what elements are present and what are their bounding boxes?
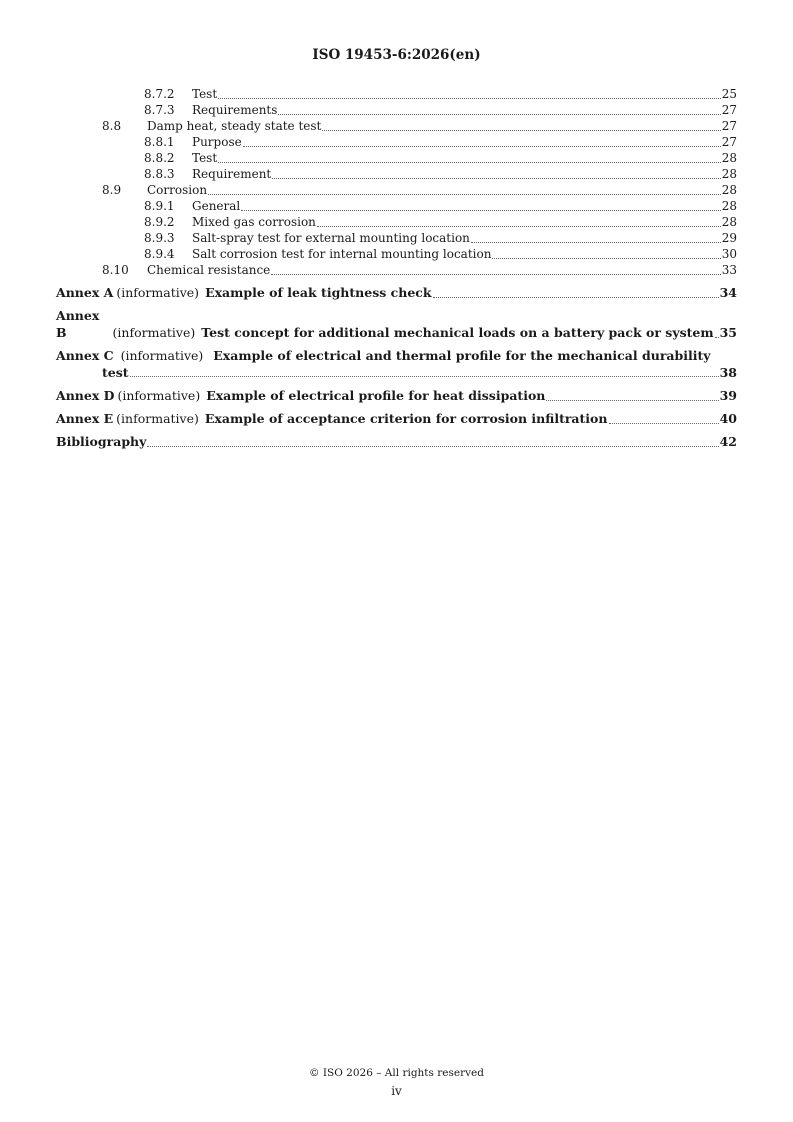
annex-type: (informative) <box>116 285 200 300</box>
bibliography-title: Bibliography <box>56 434 147 449</box>
annex-label: Annex A <box>56 285 114 300</box>
toc-entry-page: 28 <box>721 151 737 165</box>
toc-entry-8-8-2[interactable] <box>56 150 737 166</box>
annex-title: Example of electrical profile for heat dissipation <box>206 388 546 403</box>
leader-dots <box>271 274 720 275</box>
toc-entry-number: 8.8.1 <box>144 135 175 149</box>
copyright-notice: © ISO 2026 – All rights reserved <box>309 1067 484 1079</box>
annex-type: (informative) <box>112 325 196 340</box>
toc-entry-page: 28 <box>721 183 737 197</box>
toc-entry-8-10[interactable] <box>56 262 737 278</box>
toc-entry-number: 8.7.2 <box>144 87 175 101</box>
toc-entry-title: Test <box>192 151 218 165</box>
toc-entry-8-8-3[interactable] <box>56 166 737 182</box>
toc-entry-page: 28 <box>721 199 737 213</box>
toc-entry-title: General <box>192 199 241 213</box>
leader-dots <box>208 194 721 195</box>
leader-dots <box>218 162 721 163</box>
annex-page: 35 <box>719 325 737 340</box>
annex-title: Test concept for additional mechanical loads on a battery pack or system <box>201 325 714 340</box>
toc-entry-page: 28 <box>721 215 737 229</box>
toc-annex-e[interactable] <box>56 410 737 427</box>
toc-entry-title: Test <box>192 87 218 101</box>
toc-annex-b[interactable] <box>56 307 737 341</box>
annex-label: Annex D <box>56 388 115 403</box>
toc-bibliography[interactable] <box>56 433 737 450</box>
annex-type: (informative) <box>120 348 204 363</box>
toc-entry-page: 30 <box>721 247 737 261</box>
toc-entry-8-8[interactable] <box>56 118 737 134</box>
toc-entry-title: Purpose <box>192 135 242 149</box>
leader-dots <box>609 423 719 424</box>
toc-entry-page: 33 <box>721 263 737 277</box>
toc-entry-title: Salt corrosion test for internal mounting location <box>192 247 492 261</box>
toc-entry-number: 8.9.1 <box>144 199 175 213</box>
annex-title: Example of leak tightness check <box>205 285 432 300</box>
leader-dots <box>471 242 721 243</box>
leader-dots <box>715 337 719 338</box>
annex-page: 40 <box>719 411 737 426</box>
leader-dots <box>272 178 720 179</box>
leader-dots <box>130 376 719 377</box>
leader-dots <box>243 146 721 147</box>
toc-entry-number: 8.8 <box>102 119 122 133</box>
toc-entry-8-7-2[interactable] <box>56 86 737 102</box>
toc-entry-page: 29 <box>721 231 737 245</box>
leader-dots <box>278 114 720 115</box>
toc-entry-number: 8.9.2 <box>144 215 175 229</box>
annex-label: Annex E <box>56 411 114 426</box>
toc-entry-page: 27 <box>721 119 737 133</box>
annex-title-line-1 <box>56 347 737 364</box>
toc-entry-number: 8.7.3 <box>144 103 175 117</box>
annex-type: (informative) <box>117 388 201 403</box>
annex-title-line-2 <box>56 364 737 381</box>
annex-title: Example of acceptance criterion for corrosion infiltration <box>204 411 608 426</box>
annex-title-continued: test <box>102 365 129 380</box>
leader-dots <box>147 446 718 447</box>
toc-entry-title: Salt-spray test for external mounting location <box>192 231 470 245</box>
leader-dots <box>317 226 721 227</box>
annex-page: 34 <box>719 285 737 300</box>
toc-entry-number: 8.9.3 <box>144 231 175 245</box>
annex-page: 39 <box>719 388 737 403</box>
toc-entry-number: 8.10 <box>102 263 129 277</box>
toc-annex-d[interactable] <box>56 387 737 404</box>
toc-entry-8-9-1[interactable] <box>56 198 737 214</box>
leader-dots <box>546 400 718 401</box>
document-header: ISO 19453-6:2026(en) <box>312 47 481 63</box>
toc-annex-a[interactable] <box>56 284 737 301</box>
annex-page: 38 <box>719 365 737 380</box>
toc-entry-number: 8.9 <box>102 183 122 197</box>
leader-dots <box>492 258 720 259</box>
leader-dots <box>218 98 721 99</box>
toc-entry-number: 8.9.4 <box>144 247 175 261</box>
leader-dots <box>241 210 720 211</box>
toc-entry-8-8-1[interactable] <box>56 134 737 150</box>
toc-entry-title: Corrosion <box>147 183 208 197</box>
toc-entry-8-9[interactable] <box>56 182 737 198</box>
toc-annex-c[interactable] <box>56 347 737 381</box>
toc-entry-page: 27 <box>721 135 737 149</box>
bibliography-page: 42 <box>719 434 737 449</box>
toc-entry-8-9-4[interactable] <box>56 246 737 262</box>
toc-entry-title: Requirements <box>192 103 278 117</box>
toc-entry-number: 8.8.2 <box>144 151 175 165</box>
leader-dots <box>433 297 719 298</box>
toc-entry-8-9-3[interactable] <box>56 230 737 246</box>
toc-entry-page: 28 <box>721 167 737 181</box>
toc-entry-title: Mixed gas corrosion <box>192 215 316 229</box>
annex-title: Example of electrical and thermal profile for the mechanical durability <box>213 348 711 363</box>
toc-entry-title: Damp heat, steady state test <box>147 119 322 133</box>
annex-label: Annex B <box>56 308 100 340</box>
annex-type: (informative) <box>116 411 199 426</box>
toc-entry-title: Chemical resistance <box>147 263 271 277</box>
toc-entry-page: 25 <box>721 87 737 101</box>
toc-entry-8-9-2[interactable] <box>56 214 737 230</box>
annex-label: Annex C <box>56 348 114 363</box>
toc-entry-8-7-3[interactable] <box>56 102 737 118</box>
table-of-contents <box>56 86 737 450</box>
toc-entry-page: 27 <box>721 103 737 117</box>
leader-dots <box>322 130 720 131</box>
page-number: iv <box>391 1084 402 1098</box>
toc-entry-title: Requirement <box>192 167 272 181</box>
page-footer <box>0 1066 793 1099</box>
toc-entry-number: 8.8.3 <box>144 167 175 181</box>
